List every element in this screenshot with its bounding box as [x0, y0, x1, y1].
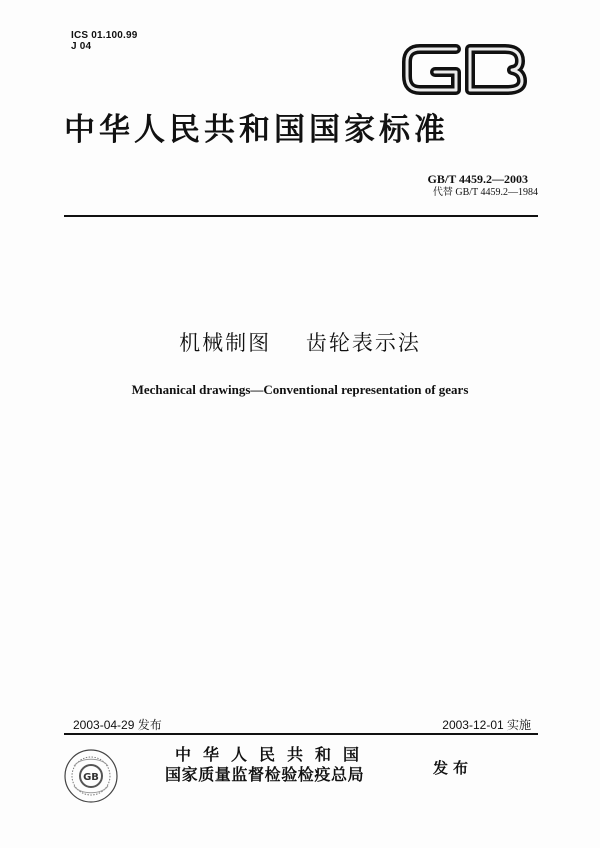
replaced-standard: 代替 GB/T 4459.2—1984: [432, 187, 538, 198]
top-divider: [64, 215, 538, 217]
issuer-block: [165, 745, 371, 785]
issuer-country: 中华人民共和国: [175, 745, 372, 764]
document-title-chinese: 机械制图 齿轮表示法: [179, 331, 421, 355]
gb-logo: [398, 37, 530, 101]
classification-code: J 04: [71, 41, 92, 52]
svg-text:GB: GB: [83, 772, 99, 783]
ics-code: ICS 01.100.99: [71, 30, 138, 41]
document-metadata: [71, 30, 138, 52]
seal-icon: [62, 747, 120, 805]
bottom-divider: [64, 733, 538, 735]
standard-number: GB/T 4459.2—2003: [427, 172, 528, 186]
issue-date: 2003-04-29 发布: [73, 718, 162, 732]
national-standard-title: 中华人民共和国国家标准: [64, 112, 449, 148]
document-title-english: Mechanical drawings—Conventional representation of gears: [131, 382, 469, 397]
issuer-agency: 国家质量监督检验检疫总局: [165, 765, 365, 784]
effective-date: 2003-12-01 实施: [442, 718, 531, 732]
publish-label: 发布: [433, 759, 474, 777]
